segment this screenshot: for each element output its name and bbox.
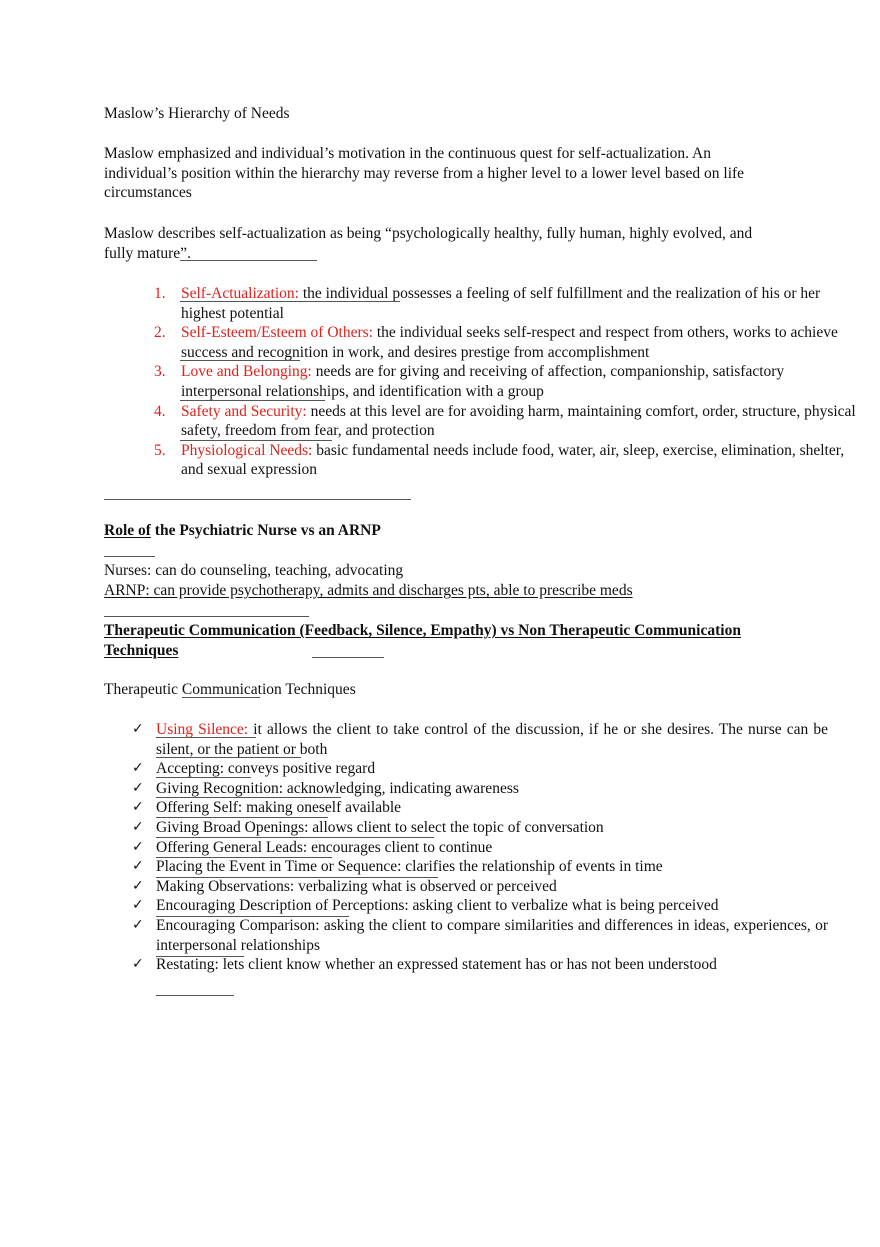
technique-item (132, 857, 828, 877)
technique-item (132, 779, 828, 799)
annotation-underline (156, 777, 251, 778)
annotation-underline (312, 657, 384, 658)
need-text: basic fundamental needs include food, water, air, sleep, exercise, elimination, shelter, and sexual expression (181, 441, 845, 479)
role-heading (104, 521, 784, 541)
annotation-underline (156, 837, 434, 838)
technique-term: Placing the Event in Time or Sequence: (156, 858, 402, 876)
therapeutic-heading-text: Therapeutic Communication (Feedback, Silence, Empathy) vs Non Therapeutic Communication Techniques (104, 622, 741, 659)
technique-item (132, 896, 828, 916)
need-item (154, 402, 861, 441)
annotation-underline (156, 877, 438, 878)
technique-text: allows client to select the topic of conversation (308, 818, 604, 836)
technique-term: Restating: (156, 956, 219, 974)
need-text: the individual possesses a feeling of self fulfillment and the realization of his or her highest potential (181, 285, 821, 322)
technique-term: Making Observations: (156, 877, 295, 895)
checkmark-icon: ✓ (132, 897, 144, 914)
annotation-underline (104, 556, 155, 557)
annotation-underline (156, 857, 332, 858)
annotation-underline (104, 616, 309, 617)
checkmark-icon: ✓ (132, 838, 144, 855)
technique-term: Giving Broad Openings: (156, 818, 309, 836)
role-heading-rest: the Psychiatric Nurse vs an ARNP (150, 522, 381, 539)
techniques-title: Therapeutic Communication Techniques (104, 681, 356, 698)
need-number: 4. (154, 402, 166, 420)
need-item (154, 323, 861, 362)
technique-text: encourages client to continue (307, 838, 493, 856)
need-text: needs are for giving and receiving of affection, companionship, satisfactory interpersonal relationships, and identification with a group (181, 363, 785, 400)
annotation-underline (180, 301, 400, 302)
checkmark-icon: ✓ (132, 916, 144, 933)
arnp-role: ARNP: can provide psychotherapy, admits and discharges pts, able to prescribe meds (104, 582, 633, 599)
annotation-underline (156, 916, 349, 917)
technique-text: conveys positive regard (224, 760, 376, 778)
technique-term: Accepting: (156, 760, 225, 778)
technique-item (132, 838, 828, 858)
techniques-list (104, 720, 828, 975)
need-item (154, 362, 861, 401)
annotation-underline (156, 817, 328, 818)
technique-item (132, 818, 828, 838)
technique-item (132, 720, 828, 759)
technique-item (132, 955, 828, 975)
therapeutic-heading (104, 621, 764, 660)
technique-item (132, 916, 829, 955)
technique-term: Encouraging Comparison: (156, 916, 320, 934)
technique-term: Offering General Leads: (156, 838, 308, 856)
checkmark-icon: ✓ (132, 760, 144, 777)
checkmark-icon: ✓ (132, 858, 144, 875)
technique-item (132, 759, 828, 779)
need-term: Self-Actualization: (181, 285, 299, 302)
technique-text: asking the client to compare similarities and differences in ideas, experiences, or interpersonal relationships (156, 916, 829, 954)
annotation-underline (180, 400, 325, 401)
intro-paragraph: Maslow emphasized and individual’s motivation in the continuous quest for self-actualization. An individual’s position within the hierarchy may reverse from a higher level to a lower level based on life circumstances (104, 145, 745, 202)
annotation-underline (156, 737, 256, 738)
checkmark-icon: ✓ (132, 818, 144, 835)
need-number: 1. (154, 285, 166, 302)
checkmark-icon: ✓ (132, 721, 144, 737)
need-term: Physiological Needs: (181, 441, 313, 459)
need-term: Love and Belonging: (181, 363, 312, 381)
annotation-underline (180, 360, 300, 361)
need-text: needs at this level are for avoiding harm, maintaining comfort, order, structure, physical safety, freedom from fear, and protection (181, 402, 856, 440)
annotation-underline (156, 757, 301, 758)
checkmark-icon: ✓ (132, 779, 144, 796)
need-number: 2. (154, 324, 166, 342)
technique-item (132, 798, 828, 818)
technique-term: Giving Recognition: (156, 779, 284, 797)
annotation-underline (104, 499, 411, 500)
annotation-underline (182, 697, 260, 698)
page-title: Maslow’s Hierarchy of Needs (104, 105, 290, 122)
checkmark-icon: ✓ (132, 877, 144, 894)
technique-text: it allows the client to take control of the discussion, if he or she desires. The nurse can be silent, or the patient or both (156, 721, 828, 758)
technique-text: verbalizing what is observed or perceived (294, 877, 557, 895)
need-item (154, 284, 861, 323)
annotation-underline (180, 440, 332, 441)
checkmark-icon: ✓ (132, 956, 144, 973)
annotation-underline (156, 956, 244, 957)
technique-text: acknowledging, indicating awareness (283, 779, 519, 797)
annotation-underline (156, 995, 234, 996)
nurses-role: Nurses: can do counseling, teaching, advocating (104, 562, 404, 579)
technique-text: lets client know whether an expressed statement has or has not been understood (218, 956, 717, 974)
annotation-underline (156, 797, 341, 798)
need-text: the individual seeks self-respect and respect from others, works to achieve success and recognition in work, and desires prestige from accomplishment (181, 324, 838, 361)
technique-term: Offering Self: (156, 799, 243, 817)
annotation-underline (180, 260, 317, 261)
needs-list (104, 284, 861, 480)
technique-text: making oneself available (242, 799, 402, 817)
need-number: 5. (154, 441, 166, 459)
need-term: Self-Esteem/Esteem of Others: (181, 324, 373, 342)
need-item (154, 441, 861, 480)
technique-item (132, 877, 828, 897)
checkmark-icon: ✓ (132, 799, 144, 816)
technique-text: clarifies the relationship of events in time (401, 858, 663, 876)
role-heading-prefix: Role of (104, 522, 151, 539)
technique-text: asking client to verbalize what is being perceived (408, 897, 719, 915)
technique-term: Encouraging Description of Perceptions: (156, 897, 409, 915)
technique-term: Using Silence: (156, 721, 249, 738)
self-actualization-description: Maslow describes self-actualization as being “psychologically healthy, fully human, highly evolved, and fully mature”. (104, 225, 753, 262)
need-number: 3. (154, 363, 166, 381)
need-term: Safety and Security: (181, 402, 307, 420)
